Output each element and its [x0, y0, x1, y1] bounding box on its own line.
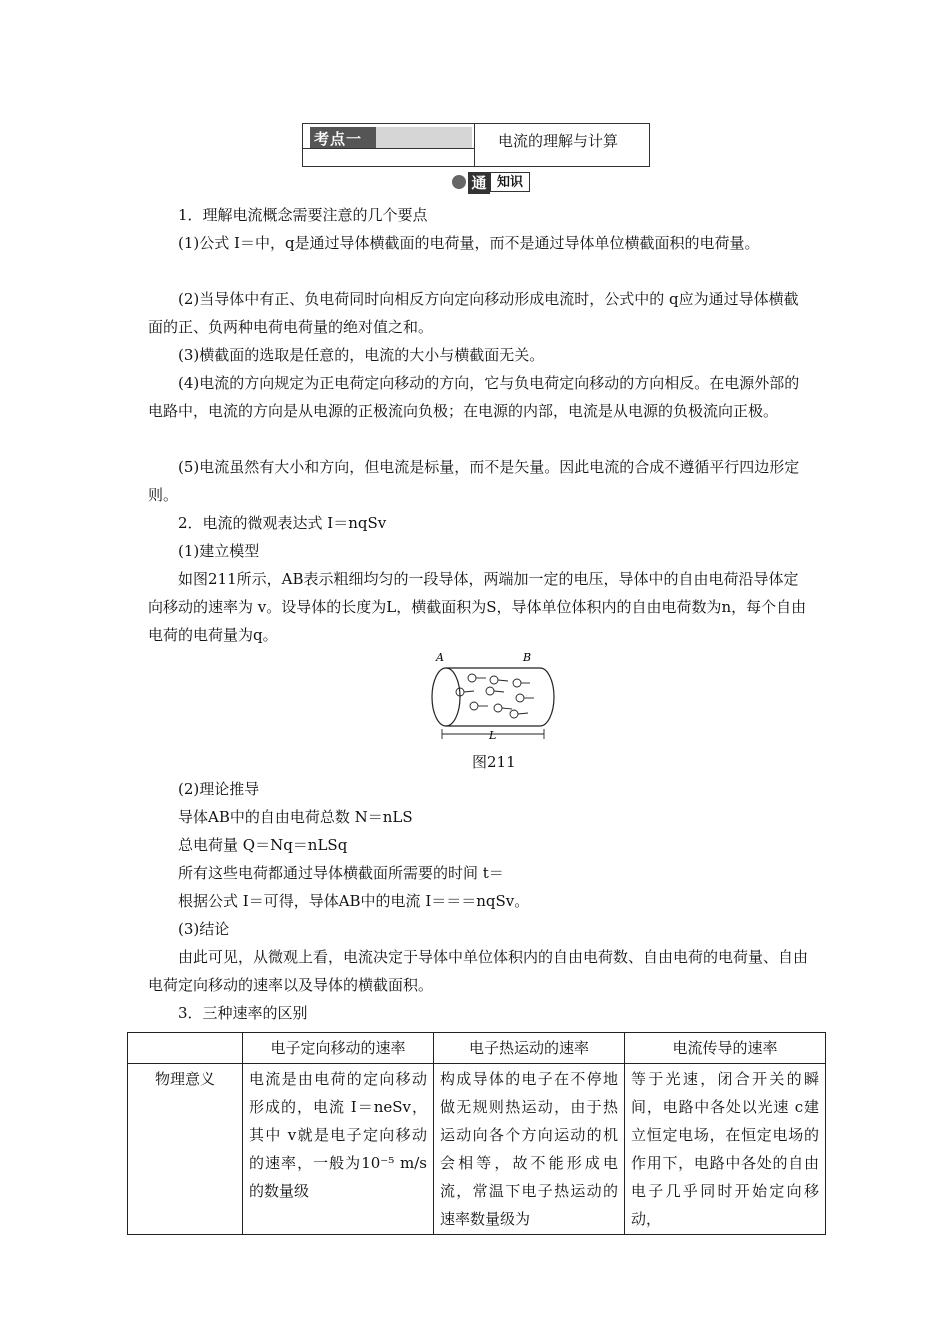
table-header-cell: 电子定向移动的速率: [243, 1033, 434, 1064]
heading-3: 3．三种速率的区别: [178, 1004, 308, 1022]
table-header-cell: 电子热运动的速率: [434, 1033, 625, 1064]
derivation-line-4: 根据公式 I＝可得，导体AB中的电流 I＝＝＝nqSv。: [178, 892, 530, 910]
table-header-row: [128, 1033, 826, 1064]
section-title: 电流的理解与计算: [498, 132, 619, 150]
table-cell: 构成导体的电子在不停地做无规则热运动，由于热运动向各个方向运动的机会相等，故不能形成电流，常温下电子热运动的速率数量级为: [434, 1064, 625, 1235]
paragraph-conclusion: 由此可见，从微观上看，电流决定于导体中单位体积内的自由电荷数、自由电荷的电荷量、自由电荷定向移动的速率以及导体的横截面积。: [148, 948, 809, 994]
heading-1: 1．理解电流概念需要注意的几个要点: [178, 206, 428, 224]
paragraph-1-5: (5)电流虽然有大小和方向，但电流是标量，而不是矢量。因此电流的合成不遵循平行四边形定则。: [148, 458, 800, 504]
section-tag-label: 考点一: [314, 130, 363, 148]
figure-label-b: B: [523, 651, 532, 664]
free-charges: [456, 674, 534, 718]
derivation-line-3: 所有这些电荷都通过导体横截面所需要的时间 t＝: [178, 864, 504, 882]
paragraph-1-1: (1)公式 I＝中，q是通过导体横截面的电荷量，而不是通过导体单位横截面积的电荷量。: [178, 234, 760, 252]
subheading-model: (1)建立模型: [178, 542, 260, 560]
table-row: [128, 1064, 826, 1235]
conductor-figure: [428, 650, 556, 748]
figure-label-l: L: [489, 729, 497, 742]
paragraph-1-4: (4)电流的方向规定为正电荷定向移动的方向，它与负电荷定向移动的方向相反。在电源外部的电路中，电流的方向是从电源的正极流向负极；在电源的内部，电流是从电源的负极流向正极。: [148, 374, 800, 420]
derivation-line-1: 导体AB中的自由电荷总数 N＝nLS: [178, 808, 413, 826]
table-header-cell: [128, 1033, 243, 1064]
badge-circle-icon: [452, 175, 466, 189]
paragraph-1-2: (2)当导体中有正、负电荷同时向相反方向定向移动形成电流时，公式中的 q应为通过导体横截面的正、负两种电荷电荷量的绝对值之和。: [148, 290, 799, 336]
speed-comparison-table: [127, 1032, 826, 1235]
table-row-label: 物理意义: [128, 1064, 243, 1235]
derivation-line-2: 总电荷量 Q＝Nq＝nLSq: [178, 836, 348, 854]
badge-main-label: 通: [468, 172, 490, 194]
header-underline: [302, 148, 475, 149]
figure-caption: 图211: [472, 753, 516, 771]
cylinder-left-end: [432, 668, 460, 726]
paragraph-model: 如图211所示，AB表示粗细均匀的一段导体，两端加一定的电压，导体中的自由电荷沿导体定向移动的速率为 v。设导体的长度为L，横截面积为S，导体单位体积内的自由电荷数为n，每个自由电荷的电荷量为q。: [148, 570, 807, 644]
table-cell: 等于光速，闭合开关的瞬间，电路中各处以光速 c建立恒定电场，在恒定电场的作用下，电路中各处的自由电子几乎同时开始定向移动，: [625, 1064, 826, 1235]
heading-2: 2．电流的微观表达式 I＝nqSv: [178, 514, 387, 532]
figure-label-a: A: [436, 651, 444, 664]
table-header-cell: 电流传导的速率: [625, 1033, 826, 1064]
paragraph-1-3: (3)横截面的选取是任意的，电流的大小与横截面无关。: [178, 346, 545, 364]
subheading-conclusion: (3)结论: [178, 920, 230, 938]
subheading-derivation: (2)理论推导: [178, 780, 260, 798]
knowledge-badge: [452, 172, 528, 194]
table-cell: 电流是由电荷的定向移动形成的，电流 I＝neSv，其中 v就是电子定向移动的速率，一般为10⁻⁵ m/s的数量级: [243, 1064, 434, 1235]
header-divider: [474, 124, 475, 166]
cylinder-body: [446, 668, 554, 726]
badge-sub-label: 知识: [490, 172, 530, 192]
